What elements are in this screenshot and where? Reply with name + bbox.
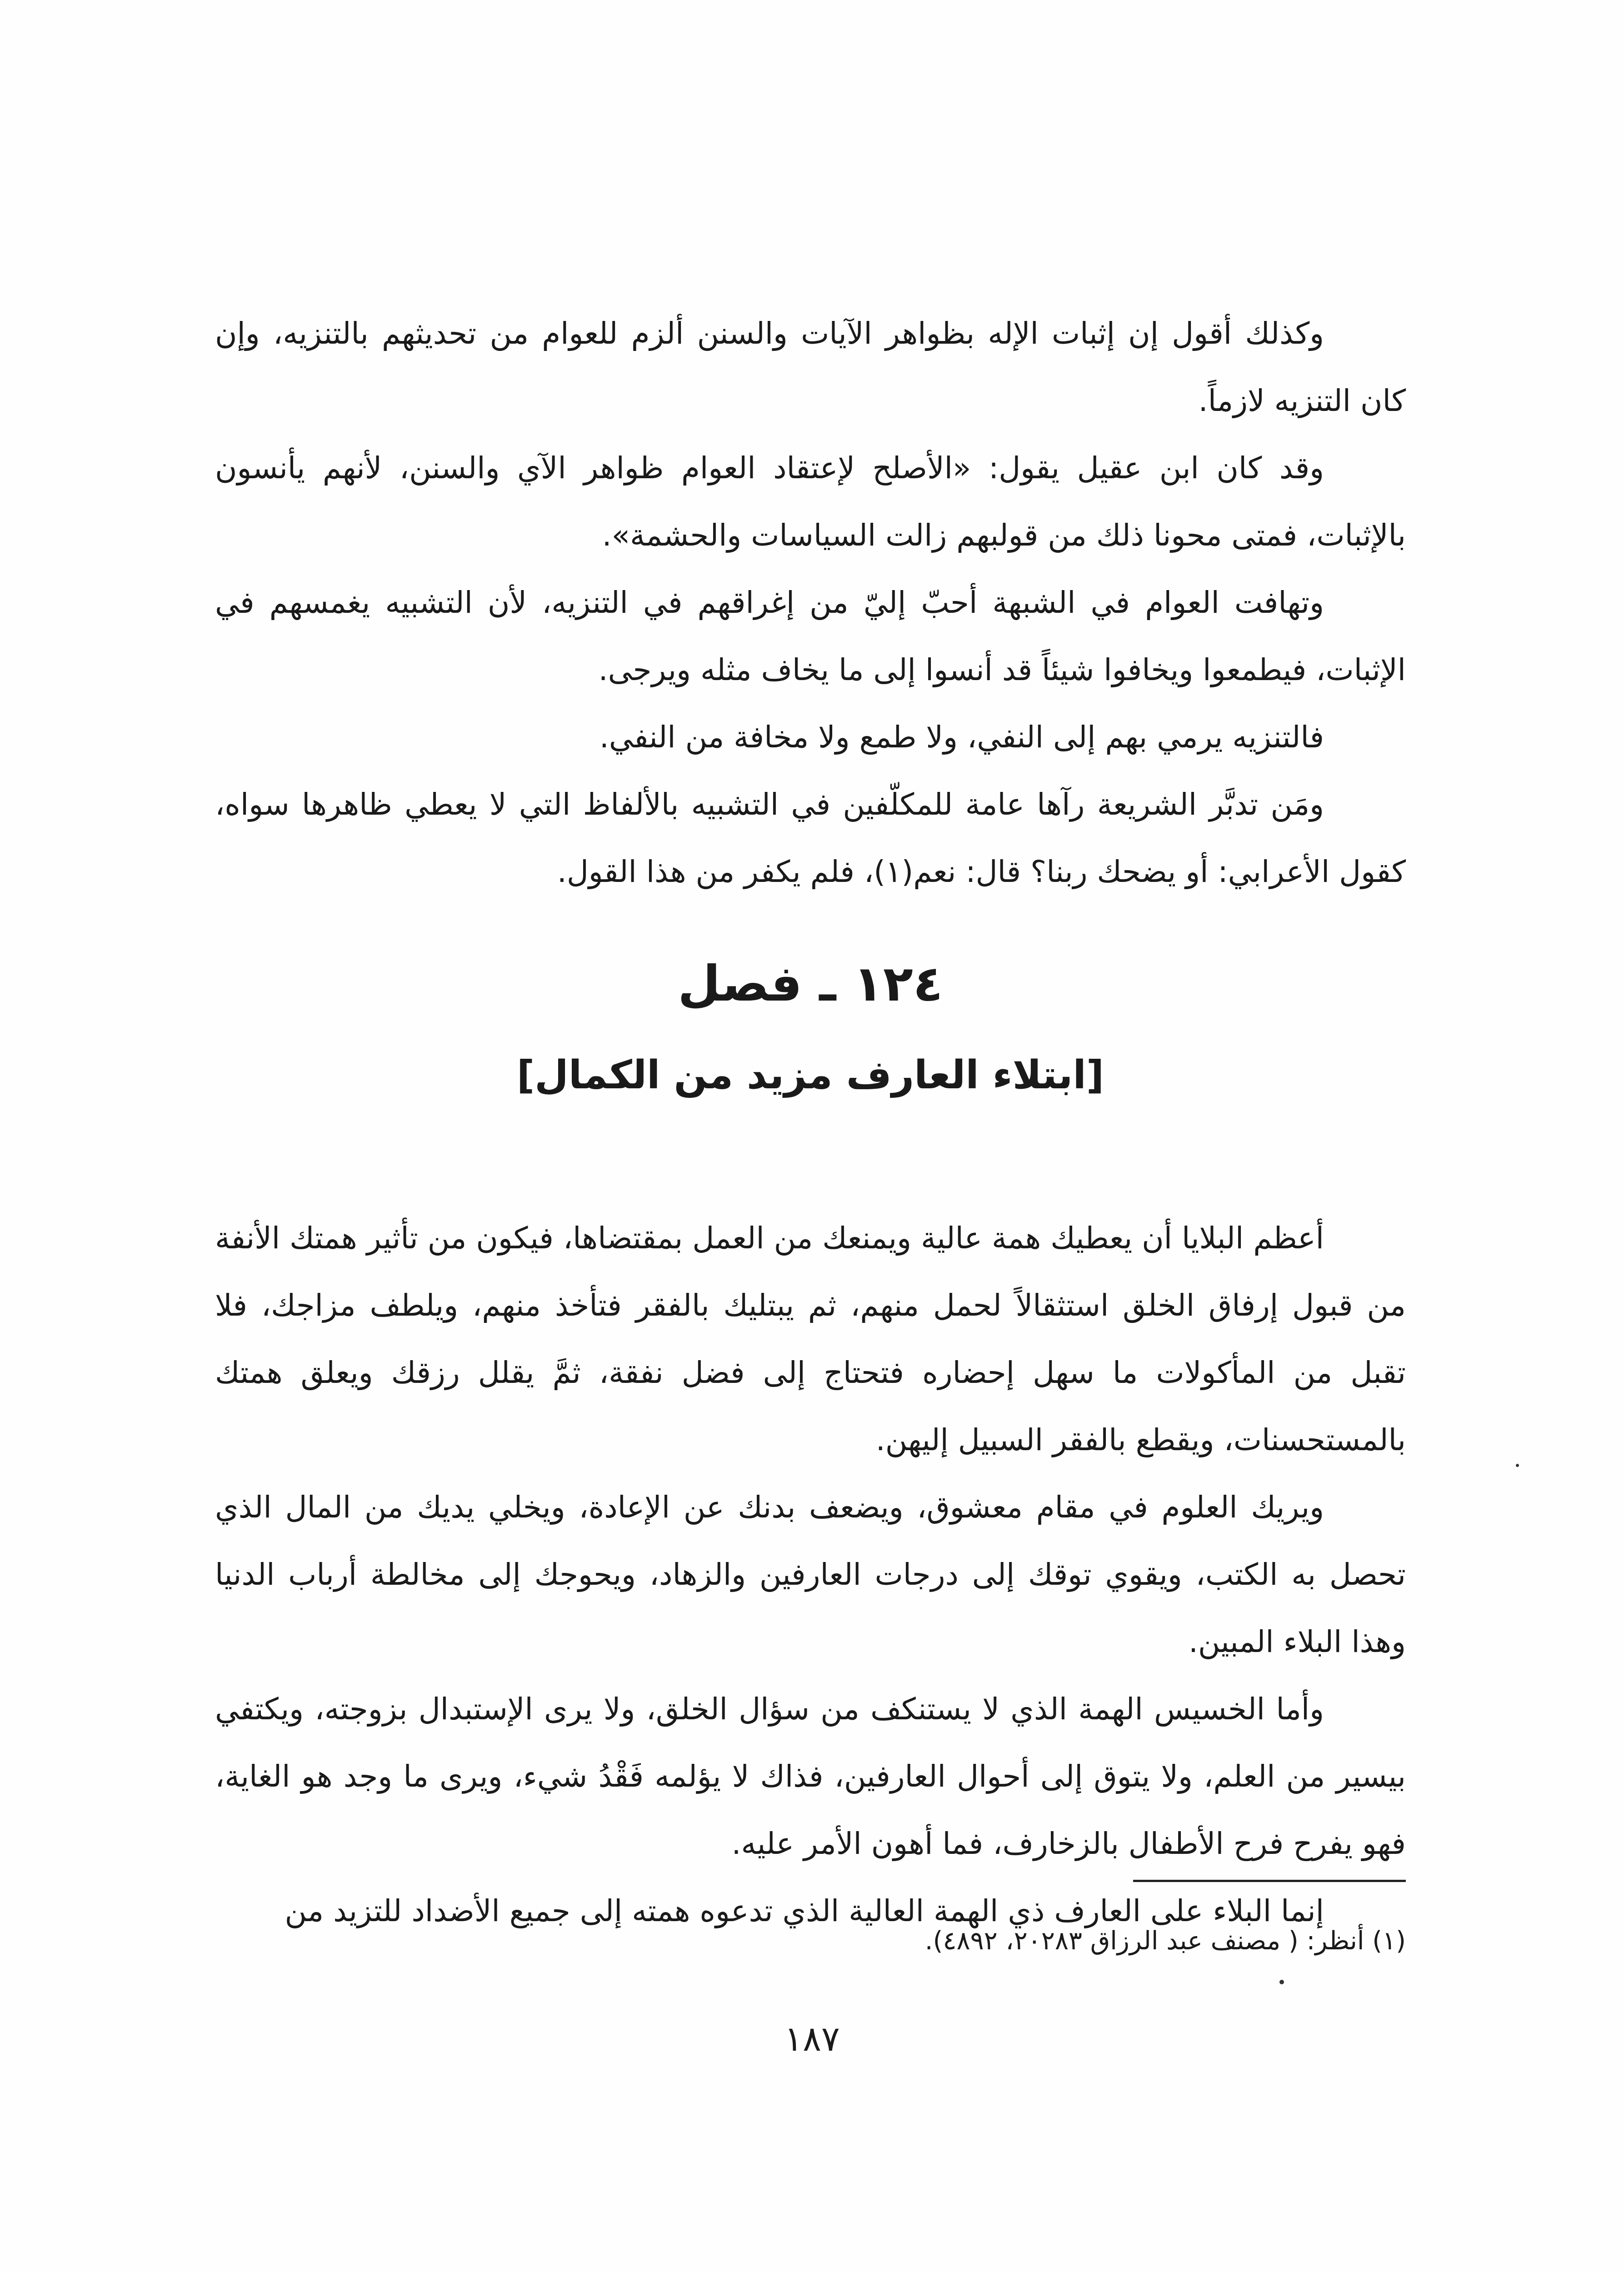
- paragraph: وكذلك أقول إن إثبات الإله بظواهر الآيات والسنن ألزم للعوام من تحديثهم بالتنزيه، وإن كان التنزيه لازماً.: [215, 316, 1406, 418]
- main-text-top: [215, 300, 1406, 906]
- paragraph: وتهافت العوام في الشبهة أحبّ إليّ من إغراقهم في التنزيه، لأن التشبيه يغمسهم في الإثبات، فيطمعوا ويخافوا شيئاً قد أنسوا إلى ما يخاف مثله ويرجى.: [215, 585, 1406, 687]
- footnote: (١) أنظر: ( مصنف عبد الرزاق ٢٠٢٨٣، ٤٨٩٢).: [924, 1926, 1406, 1956]
- paragraph: وأما الخسيس الهمة الذي لا يستنكف من سؤال الخلق، ولا يرى الإستبدال بزوجته، ويكتفي بيسير من العلم، ولا يتوق إلى أحوال العارفين، فذاك لا يؤلمه فَقْدُ شيء، ويرى ما وجد هو الغاية، فهو يفرح فرح الأطفال بالزخارف، فما أهون الأمر عليه.: [215, 1692, 1406, 1861]
- paragraph: ويريك العلوم في مقام معشوق، ويضعف بدنك عن الإعادة، ويخلي يديك من المال الذي تحصل به الكتب، ويقوي توقك إلى درجات العارفين والزهاد، ويحوجك إلى مخالطة أرباب الدنيا وهذا البلاء المبين.: [215, 1490, 1406, 1659]
- scan-speck: [1516, 1464, 1519, 1467]
- paragraph: أعظم البلايا أن يعطيك همة عالية ويمنعك من العمل بمقتضاها، فيكون من تأثير همتك الأنفة من قبول إرفاق الخلق استثقالاً لحمل منهم، ثم يبتليك بالفقر فتأخذ منهم، ويلطف مزاجك، فلا تقبل من المأكولات ما سهل إحضاره فتحتاج إلى فضل نفقة، ثمَّ يقلل رزقك ويعلق همتك بالمستحسنات، ويقطع بالفقر السبيل إليهن.: [215, 1221, 1406, 1457]
- paragraph: وقد كان ابن عقيل يقول: «الأصلح لإعتقاد العوام ظواهر الآي والسنن، لأنهم يأنسون بالإثبات، فمتى محونا ذلك من قولبهم زالت السياسات والحشمة».: [215, 451, 1406, 553]
- paragraph: إنما البلاء على العارف ذي الهمة العالية الذي تدعوه همته إلى جميع الأضداد للتزيد من: [285, 1893, 1324, 1928]
- section-subtitle: [ابتلاء العارف مزيد من الكمال]: [516, 1052, 1104, 1098]
- paragraph: ومَن تدبَّر الشريعة رآها عامة للمكلّفين في التشبيه بالألفاظ التي لا يعطي ظاهرها سواه، كقول الأعرابي: أو يضحك ربنا؟ قال: نعم(١)، فلم يكفر من هذا القول.: [215, 787, 1406, 889]
- paragraph: فالتنزيه يرمي بهم إلى النفي، ولا طمع ولا مخافة من النفي.: [599, 720, 1324, 755]
- main-text-section: [215, 1205, 1406, 1945]
- footnote-divider: [1133, 1880, 1406, 1882]
- page-number: ١٨٧: [784, 2018, 840, 2059]
- scan-speck: [1279, 1980, 1284, 1984]
- section-heading: ١٢٤ ـ فصل: [678, 956, 943, 1012]
